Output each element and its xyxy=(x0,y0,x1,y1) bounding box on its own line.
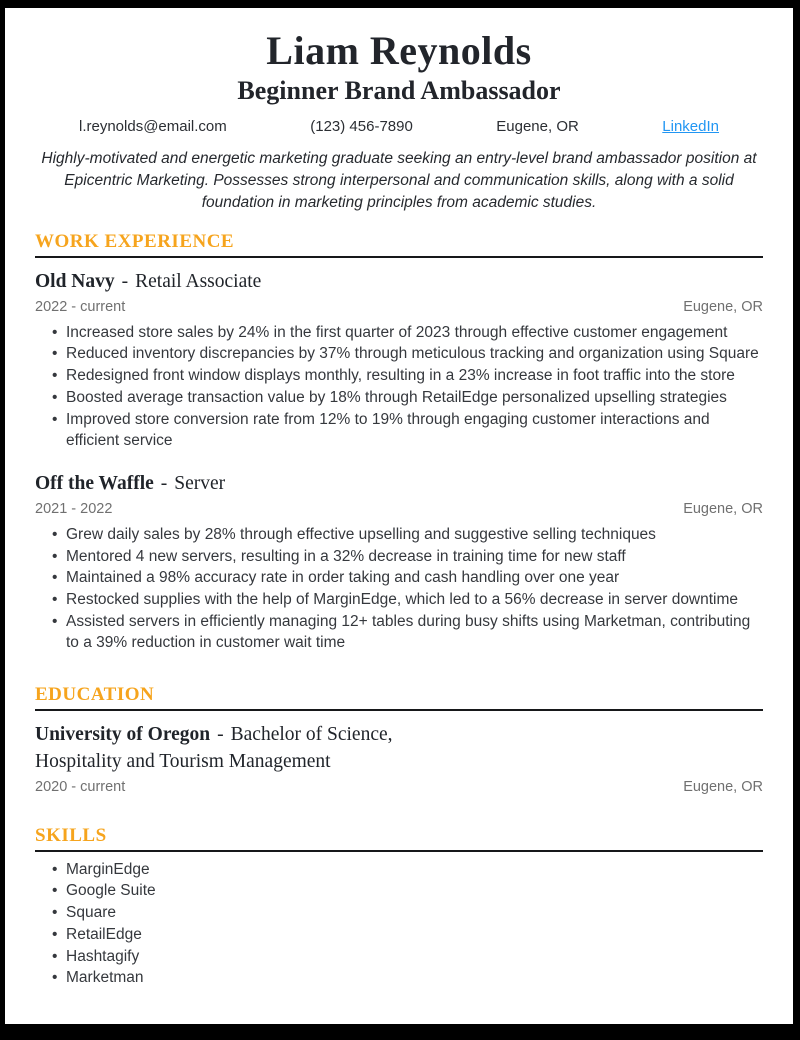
skill-item: • Google Suite xyxy=(66,880,763,902)
contact-location: Eugene, OR xyxy=(496,117,579,135)
job-title-line xyxy=(35,269,763,296)
skills-list xyxy=(35,859,763,989)
job-dates: 2021 - 2022 xyxy=(35,500,113,517)
section-heading-skills: SKILLS xyxy=(35,825,763,852)
bullet-item: • Improved store conversion rate from 12% to 19% through engaging customer interactions and efficient service xyxy=(66,409,763,452)
job-entry-off-the-waffle xyxy=(35,471,763,654)
skill-item: • Square xyxy=(66,902,763,924)
bullet-item: • Assisted servers in efficiently managing 12+ tables during busy shifts using Marketman, contributing to a 39% reduction in customer wait time xyxy=(66,611,763,654)
bullet-item: • Restocked supplies with the help of MarginEdge, which led to a 56% decrease in server downtime xyxy=(66,589,763,611)
education-title-line xyxy=(35,722,763,776)
company-name: Off the Waffle xyxy=(35,472,154,494)
bullet-item: • Mentored 4 new servers, resulting in a 32% decrease in training time for new staff xyxy=(66,546,763,568)
education-dates: 2020 - current xyxy=(35,778,126,795)
bullet-item: • Boosted average transaction value by 18% through RetailEdge personalized upselling strategies xyxy=(66,387,763,409)
section-work-experience xyxy=(35,231,763,654)
skill-item: • RetailEdge xyxy=(66,924,763,946)
job-role: Server xyxy=(174,472,226,494)
education-location: Eugene, OR xyxy=(683,778,763,795)
company-name: Old Navy xyxy=(35,270,115,292)
job-meta-row xyxy=(35,501,763,517)
degree-line-2: Hospitality and Tourism Management xyxy=(35,750,331,772)
education-meta-row xyxy=(35,779,763,795)
bullet-item: • Redesigned front window displays monthly, resulting in a 23% increase in foot traffic into the store xyxy=(66,365,763,387)
degree-line-1: Bachelor of Science, xyxy=(230,723,393,745)
contact-phone: (123) 456-7890 xyxy=(310,117,413,135)
resume-page xyxy=(5,8,793,1024)
bullet-item: • Increased store sales by 24% in the first quarter of 2023 through effective customer engagement xyxy=(66,322,763,344)
job-bullet-list xyxy=(35,322,763,452)
job-bullet-list xyxy=(35,524,763,654)
section-heading-work: WORK EXPERIENCE xyxy=(35,231,763,258)
person-headline: Beginner Brand Ambassador xyxy=(237,76,561,105)
bullet-item: • Maintained a 98% accuracy rate in order taking and cash handling over one year xyxy=(66,567,763,589)
job-location: Eugene, OR xyxy=(683,298,763,315)
title-separator: - xyxy=(160,472,168,494)
job-title-line xyxy=(35,471,763,498)
section-education xyxy=(35,684,763,795)
skill-item: • MarginEdge xyxy=(66,859,763,881)
school-name: University of Oregon xyxy=(35,723,211,745)
job-role: Retail Associate xyxy=(135,270,262,292)
job-entry-old-navy xyxy=(35,269,763,452)
bullet-item: • Reduced inventory discrepancies by 37% through meticulous tracking and organization using Square xyxy=(66,343,763,365)
contact-email: l.reynolds@email.com xyxy=(79,117,227,135)
skill-item: • Marketman xyxy=(66,967,763,989)
bullet-item: • Grew daily sales by 28% through effective upselling and suggestive selling techniques xyxy=(66,524,763,546)
title-separator: - xyxy=(217,723,224,745)
job-dates: 2022 - current xyxy=(35,298,126,315)
job-location: Eugene, OR xyxy=(683,500,763,517)
summary-text: Highly-motivated and energetic marketing graduate seeking an entry-level brand ambassador position at Epicentric Marketing. Possesses strong interpersonal and communication skills, along with a solid foundation in marketing principles from academic studies. xyxy=(41,149,757,211)
title-separator: - xyxy=(121,270,129,292)
person-name: Liam Reynolds xyxy=(266,28,532,73)
contact-row xyxy=(79,118,719,135)
linkedin-link[interactable]: LinkedIn xyxy=(662,117,719,135)
job-meta-row xyxy=(35,299,763,315)
skill-item: • Hashtagify xyxy=(66,946,763,968)
section-heading-education: EDUCATION xyxy=(35,684,763,711)
section-skills xyxy=(35,825,763,989)
